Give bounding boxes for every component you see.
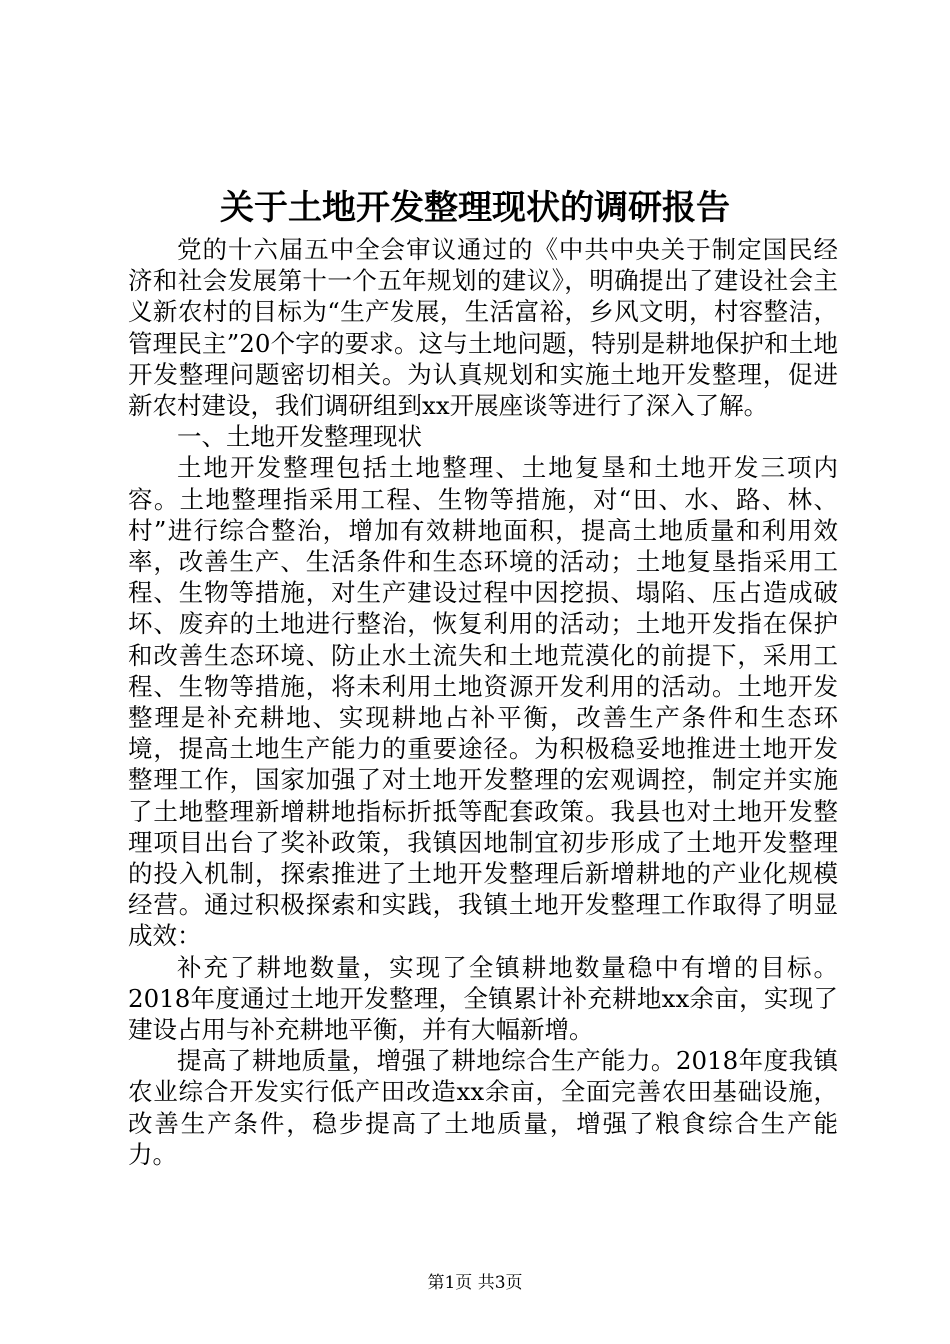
page-footer: 第1页 共3页 xyxy=(427,1273,523,1293)
paragraph-intro: 党的十六届五中全会审议通过的《中共中央关于制定国民经济和社会发展第十一个五年规划的建议》，明确提出了建设社会主义新农村的目标为“生产发展，生活富裕，乡风文明，村容整洁，管理民主”20个字的要求。这与土地问题，特别是耕地保护和土地开发整理问题密切相关。为认真规划和实施土地开发整理，促进新农村建设，我们调研组到xx开展座谈等进行了深入了解。 xyxy=(128,235,838,421)
paragraph-status: 土地开发整理包括土地整理、土地复垦和土地开发三项内容。土地整理指采用工程、生物等措施，对“田、水、路、林、村”进行综合整治，增加有效耕地面积，提高土地质量和利用效率，改善生产、生活条件和生态环境的活动；土地复垦指采用工程、生物等措施，对生产建设过程中因挖损、塌陷、压占造成破坏、废弃的土地进行整治，恢复利用的活动；土地开发指在保护和改善生态环境、防止水土流失和土地荒漠化的前提下，采用工程、生物等措施，将未利用土地资源开发利用的活动。土地开发整理是补充耕地、实现耕地占补平衡，改善生产条件和生态环境，提高土地生产能力的重要途径。为积极稳妥地推进土地开发整理工作，国家加强了对土地开发整理的宏观调控，制定并实施了土地整理新增耕地指标折抵等配套政策。我县也对土地开发整理项目出台了奖补政策，我镇因地制宜初步形成了土地开发整理的投入机制，探索推进了土地开发整理后新增耕地的产业化规模经营。通过积极探索和实践，我镇土地开发整理工作取得了明显成效： xyxy=(128,453,838,951)
paragraph-quality: 提高了耕地质量，增强了耕地综合生产能力。2018年度我镇农业综合开发实行低产田改造xx余亩，全面完善农田基础设施，改善生产条件，稳步提高了土地质量，增强了粮食综合生产能力。 xyxy=(128,1046,838,1169)
document-body xyxy=(128,234,838,1170)
paragraph-quantity: 补充了耕地数量，实现了全镇耕地数量稳中有增的目标。2018年度通过土地开发整理，全镇累计补充耕地xx余亩，实现了建设占用与补充耕地平衡，并有大幅新增。 xyxy=(128,952,838,1045)
document-title: 关于土地开发整理现状的调研报告 xyxy=(220,188,730,228)
section-heading: 一、土地开发整理现状 xyxy=(177,422,422,452)
